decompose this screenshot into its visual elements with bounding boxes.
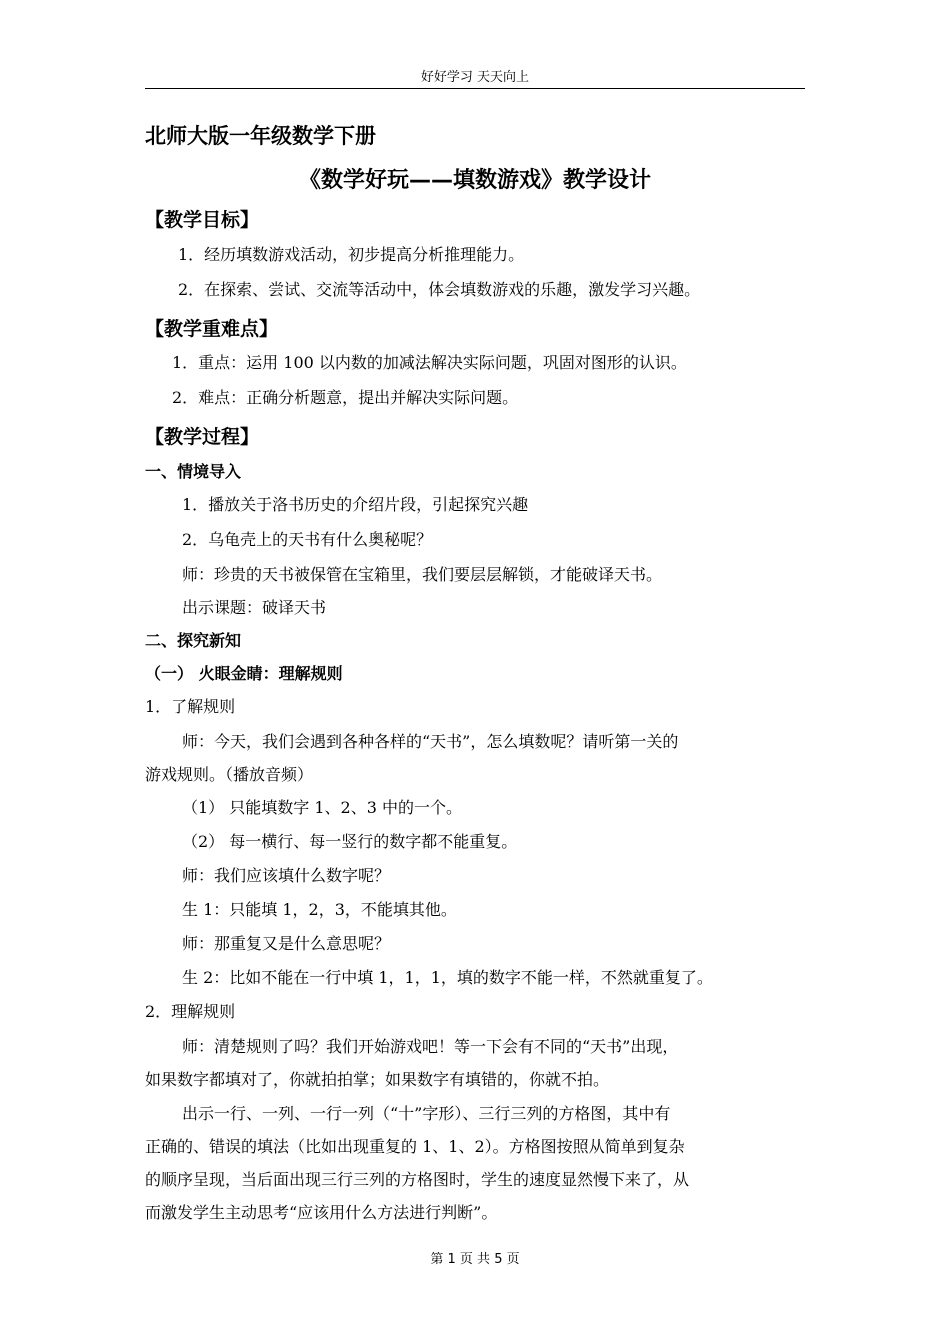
document-subtitle: 《数学好玩——填数游戏》教学设计 bbox=[298, 168, 651, 193]
body-text-line: 出示一行、一列、一行一列（“十”字形）、三行三列的方格图，其中有 bbox=[182, 1104, 671, 1123]
body-text-line: 2．在探索、尝试、交流等活动中，体会填数游戏的乐趣，激发学习兴趣。 bbox=[178, 280, 701, 299]
body-text-line: 师：清楚规则了吗？我们开始游戏吧！等一下会有不同的“天书”出现， bbox=[182, 1037, 679, 1056]
body-text-line: 如果数字都填对了，你就拍拍掌；如果数字有填错的，你就不拍。 bbox=[145, 1070, 610, 1089]
body-text-line: 师：珍贵的天书被保管在宝箱里，我们要层层解锁，才能破译天书。 bbox=[182, 565, 663, 584]
body-text-line: 1．经历填数游戏活动，初步提高分析推理能力。 bbox=[178, 245, 525, 264]
page-header: 好好学习 天天向上 bbox=[145, 68, 805, 89]
body-text-line: 1．重点：运用 100 以内数的加减法解决实际问题，巩固对图形的认识。 bbox=[172, 353, 687, 372]
section-heading: 【教学重难点】 bbox=[145, 318, 279, 340]
body-text-line: 1．了解规则 bbox=[145, 697, 236, 716]
body-text-line: （1） 只能填数字 1、2、3 中的一个。 bbox=[182, 798, 462, 817]
body-text-line: 师：我们应该填什么数字呢？ bbox=[182, 866, 391, 885]
section-heading: 【教学过程】 bbox=[145, 426, 260, 448]
body-text-line: 2．难点：正确分析题意，提出并解决实际问题。 bbox=[172, 388, 519, 407]
body-text-line: 师：今天，我们会遇到各种各样的“天书”，怎么填数呢？请听第一关的 bbox=[182, 732, 679, 751]
body-text-line: 2．理解规则 bbox=[145, 1002, 236, 1021]
body-text-line: 生 1：只能填 1，2，3，不能填其他。 bbox=[182, 900, 457, 919]
document-title: 北师大版一年级数学下册 bbox=[145, 124, 376, 148]
body-text-line: 生 2：比如不能在一行中填 1，1，1，填的数字不能一样，不然就重复了。 bbox=[182, 968, 713, 987]
body-text-line: 正确的、错误的填法（比如出现重复的 1、1、2）。方格图按照从简单到复杂 bbox=[145, 1137, 685, 1156]
body-text-line: 而激发学生主动思考“应该用什么方法进行判断”。 bbox=[145, 1203, 498, 1222]
body-text-line: （2） 每一横行、每一竖行的数字都不能重复。 bbox=[182, 832, 518, 851]
section-heading: （一） 火眼金睛：理解规则 bbox=[145, 664, 343, 683]
section-heading: 一、情境导入 bbox=[145, 462, 242, 481]
page-footer: 第 1 页 共 5 页 bbox=[430, 1252, 520, 1267]
body-text-line: 1．播放关于洛书历史的介绍片段，引起探究兴趣 bbox=[182, 495, 529, 514]
section-heading: 二、探究新知 bbox=[145, 631, 242, 650]
body-text-line: 的顺序呈现，当后面出现三行三列的方格图时，学生的速度显然慢下来了，从 bbox=[145, 1170, 690, 1189]
body-text-line: 游戏规则。（播放音频） bbox=[145, 765, 314, 784]
body-text-line: 出示课题：破译天书 bbox=[182, 598, 327, 617]
body-text-line: 2．乌龟壳上的天书有什么奥秘呢？ bbox=[182, 530, 433, 549]
body-text-line: 师：那重复又是什么意思呢？ bbox=[182, 934, 391, 953]
section-heading: 【教学目标】 bbox=[145, 209, 260, 231]
